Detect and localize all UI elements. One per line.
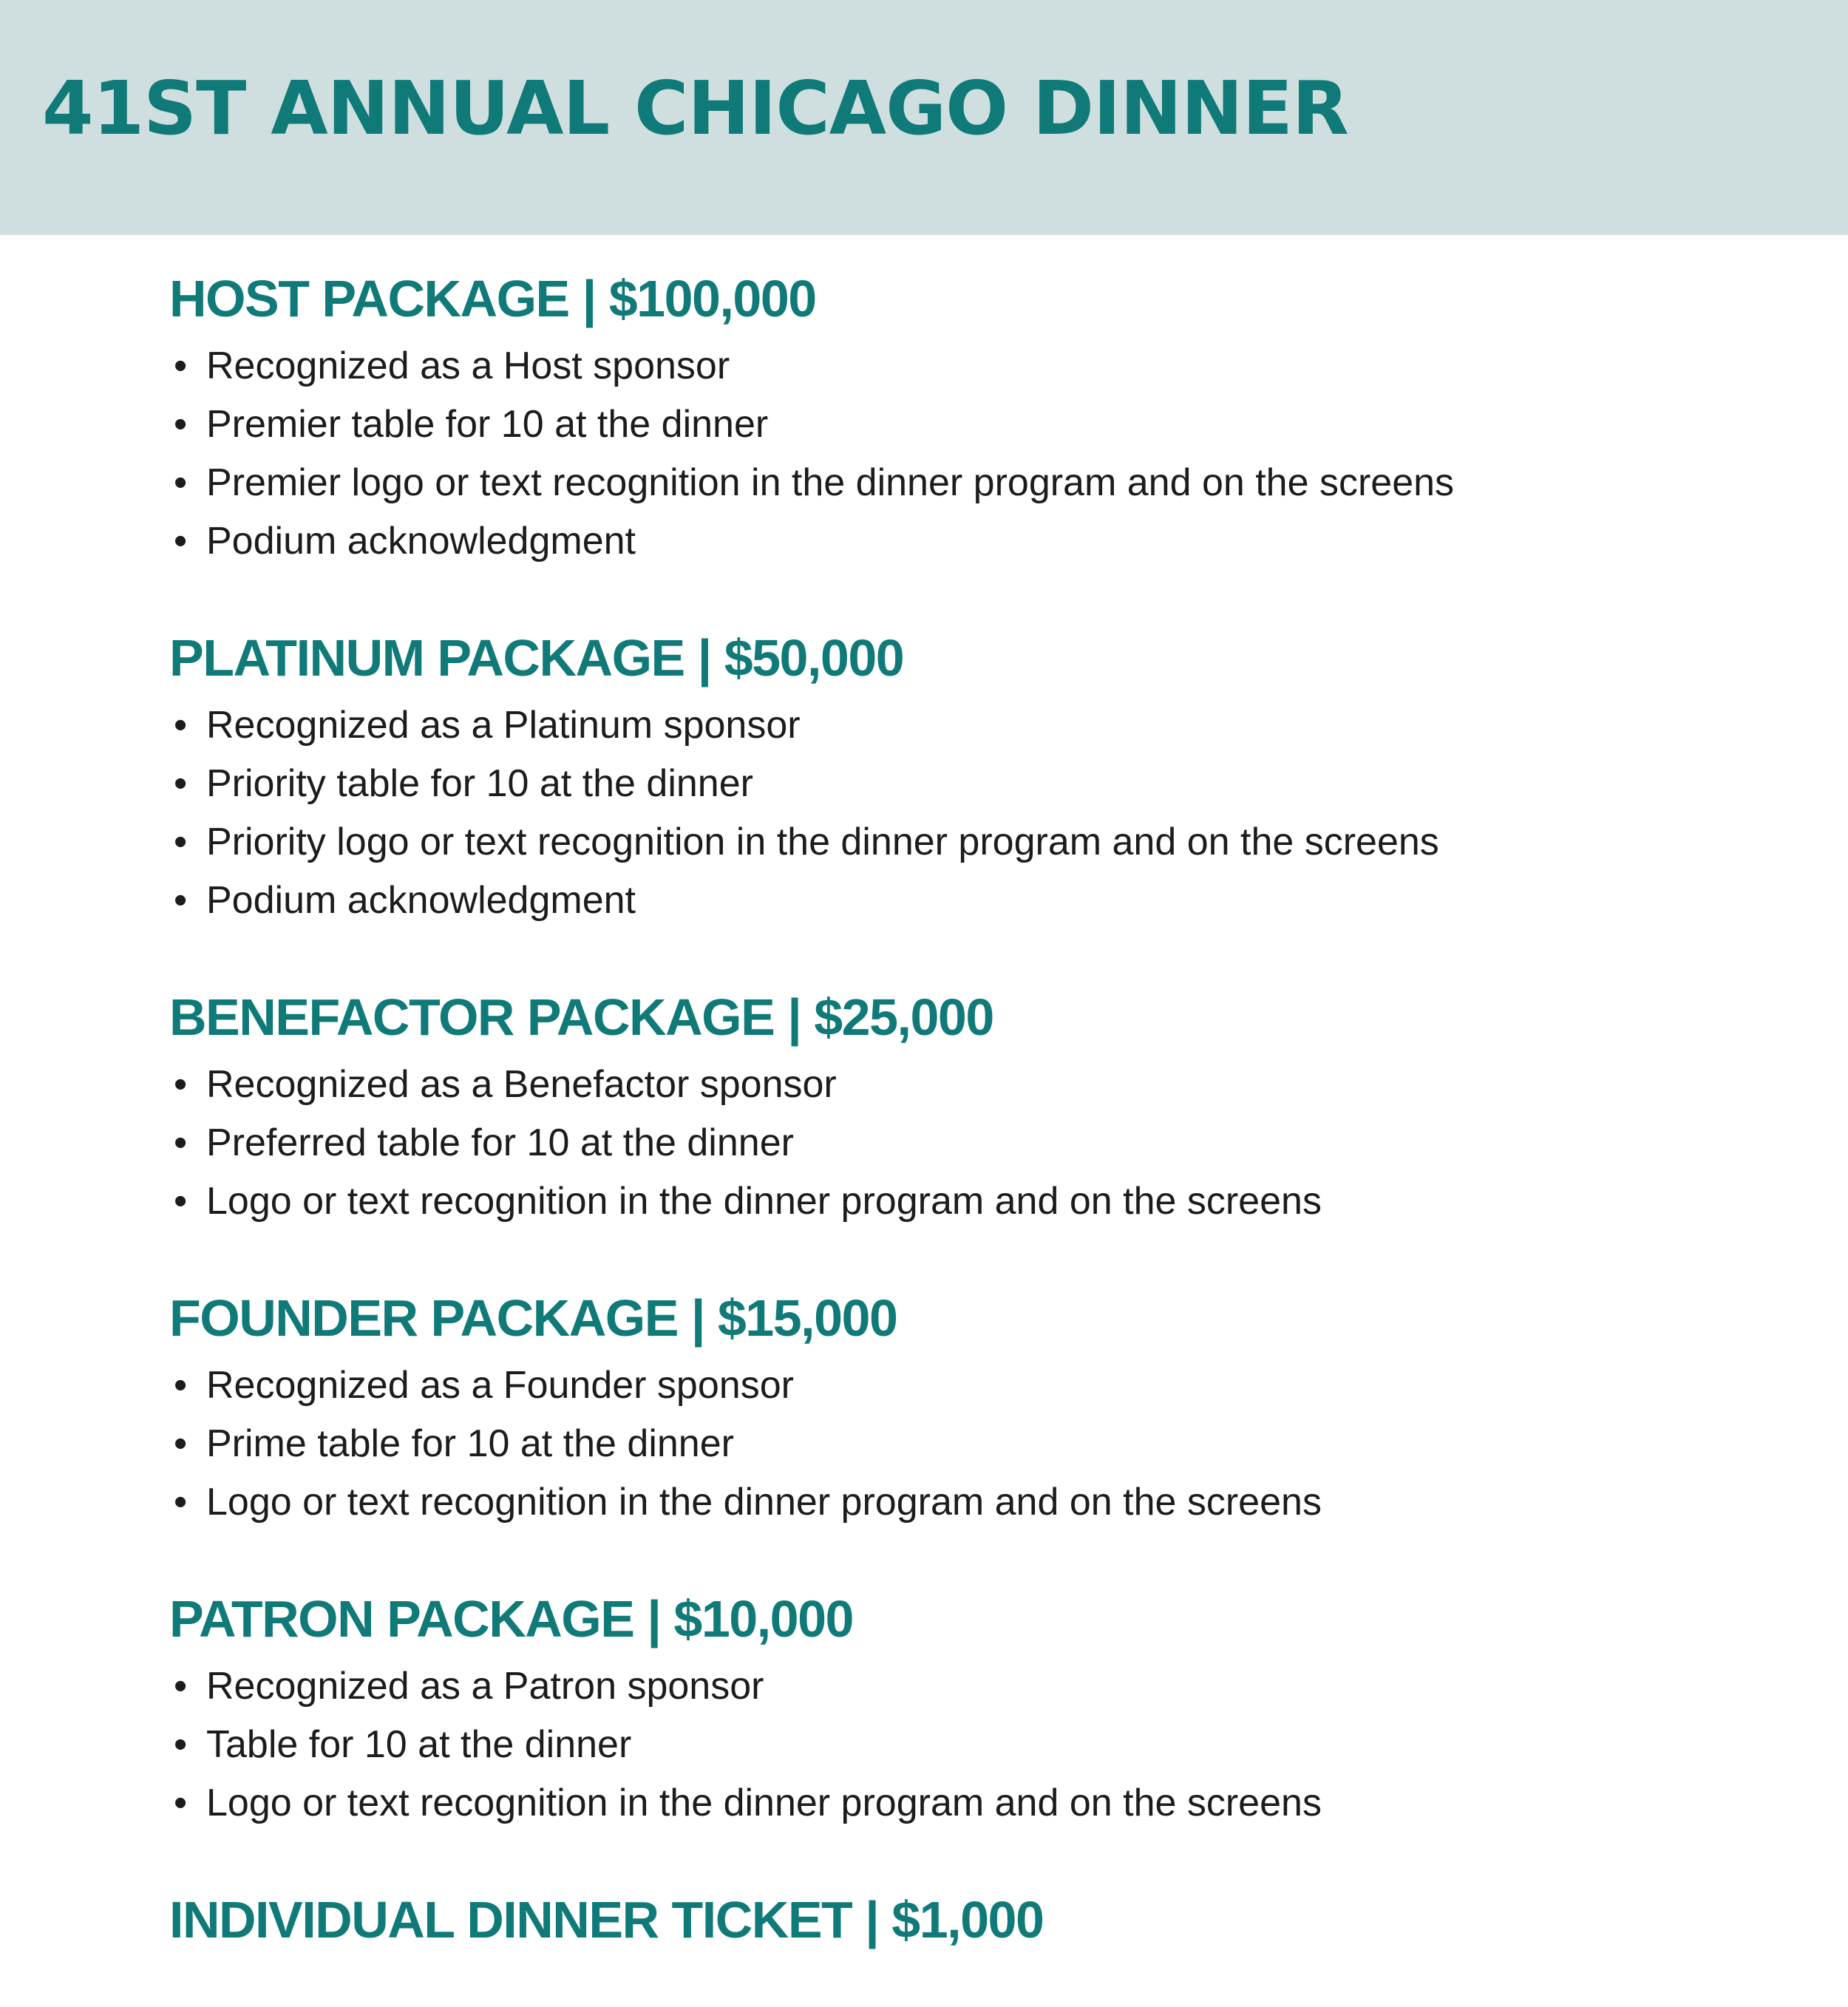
benefit-item: • Prime table for 10 at the dinner xyxy=(169,1415,1796,1473)
package-heading: HOST PACKAGE | $100,000 xyxy=(169,270,816,327)
benefit-item: • Logo or text recognition in the dinner program and on the screens xyxy=(169,1172,1796,1231)
benefit-item: • Logo or text recognition in the dinner program and on the screens xyxy=(169,1473,1796,1532)
package-benefactor xyxy=(169,985,1796,1231)
header-band xyxy=(0,0,1848,235)
benefit-item: • Recognized as a Platinum sponsor xyxy=(169,696,1796,755)
package-benefits xyxy=(169,1056,1796,1231)
benefit-item: • Podium acknowledgment xyxy=(169,512,1796,571)
package-platinum xyxy=(169,625,1796,930)
package-founder xyxy=(169,1286,1796,1532)
benefit-item: • Recognized as a Founder sponsor xyxy=(169,1356,1796,1415)
package-benefits xyxy=(169,1657,1796,1833)
package-heading: PATRON PACKAGE | $10,000 xyxy=(169,1590,853,1648)
benefit-item: • Priority logo or text recognition in the dinner program and on the screens xyxy=(169,813,1796,872)
package-heading: BENEFACTOR PACKAGE | $25,000 xyxy=(169,988,993,1046)
benefit-item: • Recognized as a Host sponsor xyxy=(169,337,1796,395)
benefit-item: • Premier table for 10 at the dinner xyxy=(169,395,1796,454)
benefit-item: • Preferred table for 10 at the dinner xyxy=(169,1114,1796,1172)
package-benefits xyxy=(169,337,1796,571)
package-heading: PLATINUM PACKAGE | $50,000 xyxy=(169,629,904,687)
benefit-item: • Logo or text recognition in the dinner program and on the screens xyxy=(169,1774,1796,1833)
benefit-item: • Recognized as a Patron sponsor xyxy=(169,1657,1796,1716)
package-individual-ticket xyxy=(169,1887,1796,1952)
benefit-item: • Recognized as a Benefactor sponsor xyxy=(169,1056,1796,1114)
package-benefits xyxy=(169,696,1796,930)
benefit-item: • Priority table for 10 at the dinner xyxy=(169,755,1796,813)
benefit-item: • Podium acknowledgment xyxy=(169,872,1796,930)
benefit-item: • Premier logo or text recognition in the dinner program and on the screens xyxy=(169,454,1796,512)
package-heading: INDIVIDUAL DINNER TICKET | $1,000 xyxy=(169,1891,1044,1949)
page-title: 41ST ANNUAL CHICAGO DINNER xyxy=(42,65,1348,152)
package-heading: FOUNDER PACKAGE | $15,000 xyxy=(169,1289,897,1347)
package-patron xyxy=(169,1586,1796,1833)
package-benefits xyxy=(169,1356,1796,1532)
packages-list xyxy=(169,266,1796,2007)
package-host xyxy=(169,266,1796,571)
benefit-item: • Table for 10 at the dinner xyxy=(169,1716,1796,1774)
